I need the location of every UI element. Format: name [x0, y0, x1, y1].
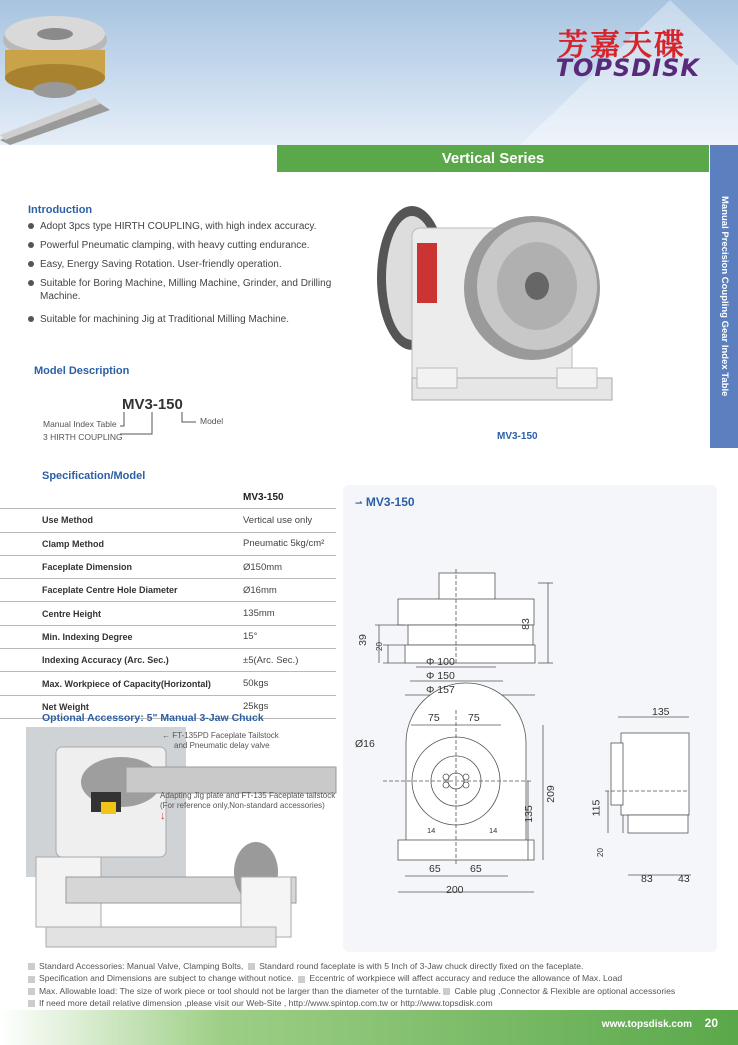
- note-text: Max. Allowable load: The size of work piece or tool should not be larger than the diameter of the turntable.: [39, 985, 442, 996]
- spec-label: Net Weight: [42, 701, 89, 712]
- table-row: [0, 672, 336, 695]
- list-item: Suitable for Boring Machine, Milling Machine, Grinder, and Drilling Machine.: [28, 277, 348, 303]
- spec-value: 15°: [243, 631, 258, 643]
- spec-table: [0, 486, 336, 719]
- model-bracket-lines: [120, 410, 200, 440]
- spec-label: Use Method: [42, 515, 94, 526]
- spec-value: 135mm: [243, 608, 275, 620]
- brand-logo-text: TOPSDISK: [555, 54, 700, 82]
- model-description-title: Model Description: [34, 365, 130, 377]
- spec-value: Ø16mm: [243, 584, 277, 596]
- table-row: [0, 509, 336, 532]
- note-text: Standard Accessories: Manual Valve, Clamping Bolts,: [39, 961, 244, 971]
- table-row: [0, 649, 336, 672]
- introduction-title: Introduction: [28, 204, 93, 216]
- note-line: and Pneumatic delay valve: [174, 741, 270, 750]
- table-header-row: [0, 486, 336, 509]
- dim-label: 135: [522, 805, 535, 823]
- label-hirth-coupling: 3 HIRTH COUPLING: [43, 432, 123, 442]
- drawing-title-text: MV3-150: [365, 495, 415, 509]
- page-number: 20: [704, 1016, 718, 1030]
- note-text: If need more detail relative dimension ,please visit our Web-Site , http://www.spintop.com.tw or http://www.topsdisk.com: [39, 997, 493, 1008]
- dim-label: 135: [652, 706, 670, 718]
- table-row: [0, 602, 336, 625]
- dim-label: 14: [489, 826, 498, 835]
- square-bullet-icon: [28, 988, 35, 995]
- spec-label: Max. Workpiece of Capacity(Horizontal): [42, 678, 211, 689]
- dim-label: 200: [446, 884, 464, 896]
- note-line: Adapting Jig plate and FT-135 Faceplate tailstock: [160, 791, 336, 800]
- note-line: (For reference only,Non-standard accessories): [160, 801, 325, 810]
- note-line: [28, 972, 728, 984]
- square-bullet-icon: [28, 976, 35, 983]
- dim-label: Φ 157: [426, 684, 455, 696]
- list-item: Easy, Energy Saving Rotation. User-friendly operation.: [28, 258, 348, 271]
- accessory-note-tailstock: [162, 731, 279, 751]
- note-text: Cable plug ,Connector & Flexible are optional accessories: [454, 985, 676, 996]
- model-code: MV3-150: [122, 396, 183, 413]
- dim-label: 14: [427, 826, 436, 835]
- footer-url[interactable]: www.topsdisk.com: [601, 1019, 692, 1030]
- accessory-title: Optional Accessory: 5" Manual 3-Jaw Chuck: [42, 712, 264, 724]
- label-manual-index-table: Manual Index Table: [43, 419, 117, 429]
- spec-value: Pneumatic 5kg/cm²: [243, 538, 325, 550]
- spec-value: ±5(Arc. Sec.): [243, 654, 299, 666]
- square-bullet-icon: [28, 1000, 35, 1007]
- spec-label: Centre Height: [42, 608, 102, 619]
- dim-label: Φ 100: [426, 656, 455, 668]
- dim-label: 83: [641, 873, 653, 885]
- square-bullet-icon: [298, 976, 305, 983]
- note-line: [28, 985, 728, 997]
- list-item: Powerful Pneumatic clamping, with heavy cutting endurance.: [28, 239, 348, 252]
- introduction-list: [28, 220, 348, 332]
- product-caption: MV3-150: [497, 431, 538, 442]
- dim-label: 20: [374, 642, 384, 651]
- dim-label: Ø16: [355, 738, 375, 750]
- spec-value: Ø150mm: [243, 561, 283, 573]
- dim-label: 39: [356, 634, 369, 646]
- header-product-photo: [0, 0, 140, 145]
- label-model: Model: [200, 416, 224, 426]
- arrow-down-icon: ↓: [160, 810, 166, 822]
- dim-label: 75: [428, 712, 440, 724]
- dim-label: Φ 150: [426, 670, 455, 682]
- square-bullet-icon: [28, 963, 35, 970]
- dim-label: 209: [544, 785, 557, 803]
- spec-value: 25kgs: [243, 701, 269, 713]
- spec-model: MV3-150: [243, 491, 284, 503]
- square-bullet-icon: [443, 988, 450, 995]
- dim-label: 43: [678, 873, 690, 885]
- note-text: Standard round faceplate is with 5 Inch of 3-Jaw chuck directly fixed on the faceplate.: [259, 961, 584, 971]
- dim-label: 115: [590, 799, 603, 817]
- note-line: [28, 960, 728, 972]
- table-row: [0, 533, 336, 556]
- spec-label: Faceplate Centre Hole Diameter: [42, 585, 178, 596]
- table-row: [0, 579, 336, 602]
- brand-chinese: 芳嘉天碟: [558, 28, 686, 63]
- product-photo: [372, 198, 627, 418]
- dim-label: 65: [429, 863, 441, 875]
- table-row: [0, 556, 336, 579]
- arrow-right-icon: ⇀: [355, 498, 363, 508]
- spec-label: Clamp Method: [42, 538, 104, 549]
- table-row: [0, 626, 336, 649]
- spec-label: Faceplate Dimension: [42, 562, 133, 573]
- square-bullet-icon: [248, 963, 255, 970]
- side-tab-label: Manual Precision Coupling Gear Index Table: [719, 196, 730, 397]
- spec-title: Specification/Model: [42, 470, 146, 482]
- dim-label: 83: [519, 618, 532, 630]
- footer-notes: [28, 960, 728, 1009]
- spec-label: Min. Indexing Degree: [42, 631, 133, 642]
- spec-value: Vertical use only: [243, 514, 313, 526]
- note-line: [28, 997, 728, 1009]
- note-text: Specification and Dimensions are subject to change without notice.: [39, 973, 294, 984]
- list-item: Suitable for machining Jig at Traditional Milling Machine.: [28, 313, 348, 326]
- accessory-note-jig: [160, 791, 335, 821]
- note-line: ← FT-135PD Faceplate Tailstock: [162, 731, 279, 740]
- dim-label: 75: [468, 712, 480, 724]
- list-item: Adopt 3pcs type HIRTH COUPLING, with high index accuracy.: [28, 220, 348, 233]
- technical-drawing: [343, 485, 717, 952]
- spec-label: Indexing Accuracy (Arc. Sec.): [42, 655, 169, 666]
- series-title: Vertical Series: [277, 145, 709, 172]
- accessory-photo: [26, 727, 338, 957]
- note-text: Eccentric of workpiece will affect accuracy and reduce the allowance of Max. Load: [309, 973, 623, 984]
- dim-label: 20: [595, 848, 605, 857]
- dim-label: 65: [470, 863, 482, 875]
- spec-value: 50kgs: [243, 678, 269, 690]
